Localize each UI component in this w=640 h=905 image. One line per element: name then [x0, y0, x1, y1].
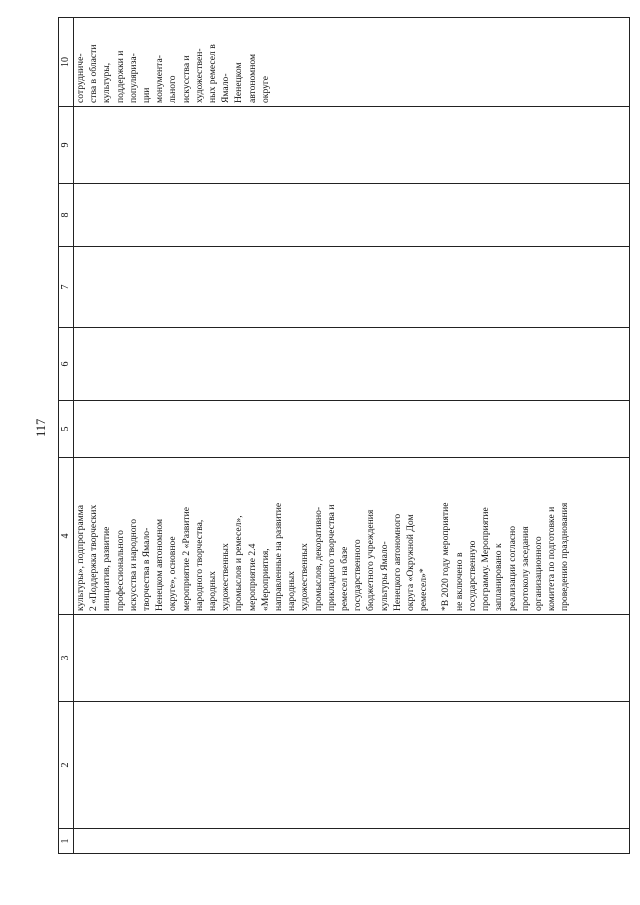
column-header-5: 5	[59, 401, 74, 458]
cell-col-2	[74, 702, 630, 829]
cell-col-7	[74, 247, 630, 328]
cell-col-6	[74, 328, 630, 401]
expected-result-text: сотрудниче- ства в области культуры, поддержки и популяриза- ции монумента- льного искусства и художествен- ных ремесел в Ямало- Ненецком автономном округе	[75, 44, 271, 103]
activity-description: культуры», подпрограмма 2 «Поддержка творческих инициатив, развитие профессионального искусства и народного творчества в Ямало- Ненецком автономном округе», основное мероприятие 2 «Развитие народного творчества, народных художественных промыслов и ремесел», мероприятие 2.4 «Мероприятия, направленные на развитие народных художественных промыслов, декоративно- прикладного творчества и ремесел на базе государственного бюджетного учреждения культуры Ямало- Ненецкого автономного округа «Окружной Дом ремесел»*	[75, 502, 430, 611]
cell-col-3	[74, 615, 630, 702]
cell-col-1	[74, 829, 630, 854]
cell-col-4	[74, 458, 630, 615]
column-header-8: 8	[59, 184, 74, 247]
column-header-9: 9	[59, 107, 74, 184]
cell-col-8	[74, 184, 630, 247]
column-header-6: 6	[59, 328, 74, 401]
column-number-row	[59, 18, 74, 854]
cell-col-9	[74, 107, 630, 184]
cell-col-5	[74, 401, 630, 458]
column-header-10: 10	[59, 18, 74, 107]
column-header-7: 7	[59, 247, 74, 328]
page-number: 117	[34, 418, 48, 437]
column-header-1: 1	[59, 829, 74, 854]
cell-col-10	[74, 18, 630, 107]
column-header-2: 2	[59, 702, 74, 829]
column-header-4: 4	[59, 458, 74, 615]
activity-footnote: *В 2020 году мероприятие не включено в государственную программу. Мероприятие запланировано к реализации согласно протоколу заседания организационного комитета по подготовке и проведению празднования	[440, 502, 571, 611]
table-row	[74, 18, 630, 854]
program-table	[58, 17, 630, 854]
column-header-3: 3	[59, 615, 74, 702]
